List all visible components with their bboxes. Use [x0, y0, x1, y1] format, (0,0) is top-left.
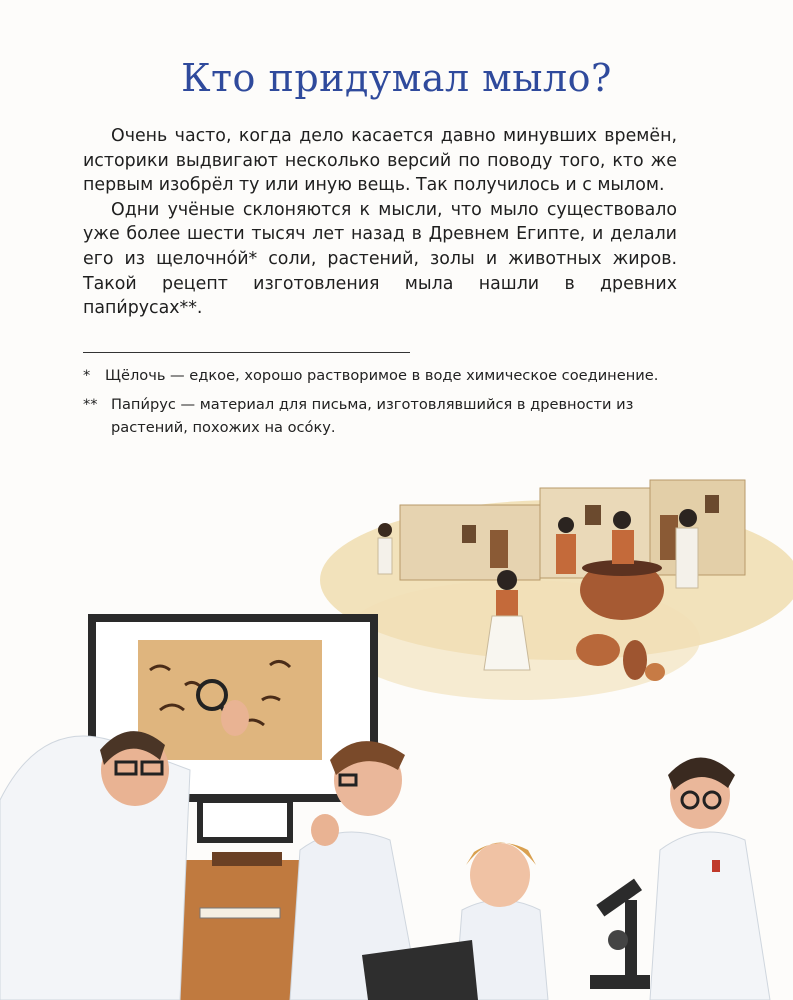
paragraph-2: Одни учёные склоняются к мысли, что мыло существовало уже более шести тысяч лет назад в Древнем Египте, и делали его из щелочно́й* соли, растений, золы и животных жиров. Такой рецепт изготовления мыла нашли в древних папи́русах**. [83, 199, 677, 319]
microscope-icon [590, 879, 650, 989]
footnote-1 [83, 364, 683, 387]
footnote-1-text: Щёлочь — едкое, хорошо растворимое в воде химическое соединение. [105, 367, 659, 384]
main-text [83, 124, 677, 321]
footnote-2-mark: ** [83, 396, 98, 413]
watercolor-illustration [0, 470, 793, 1000]
footnote-divider [83, 352, 410, 353]
egypt-scene [320, 480, 793, 700]
footnote-1-mark: * [83, 367, 91, 384]
footnotes [83, 364, 683, 445]
scientist-right [650, 758, 770, 1000]
page-title: Кто придумал мыло? [181, 56, 612, 100]
footnote-2-text: Папи́рус — материал для письма, изготовлявшийся в древности из растений, похожих на осо́ку. [111, 396, 634, 436]
paragraph-1: Очень часто, когда дело касается давно минувших времён, историки выдвигают несколько версий по поводу того, кто же первым изобрёл ту или иную вещь. Так получилось и с мылом. [83, 126, 677, 196]
footnote-2 [83, 393, 683, 439]
